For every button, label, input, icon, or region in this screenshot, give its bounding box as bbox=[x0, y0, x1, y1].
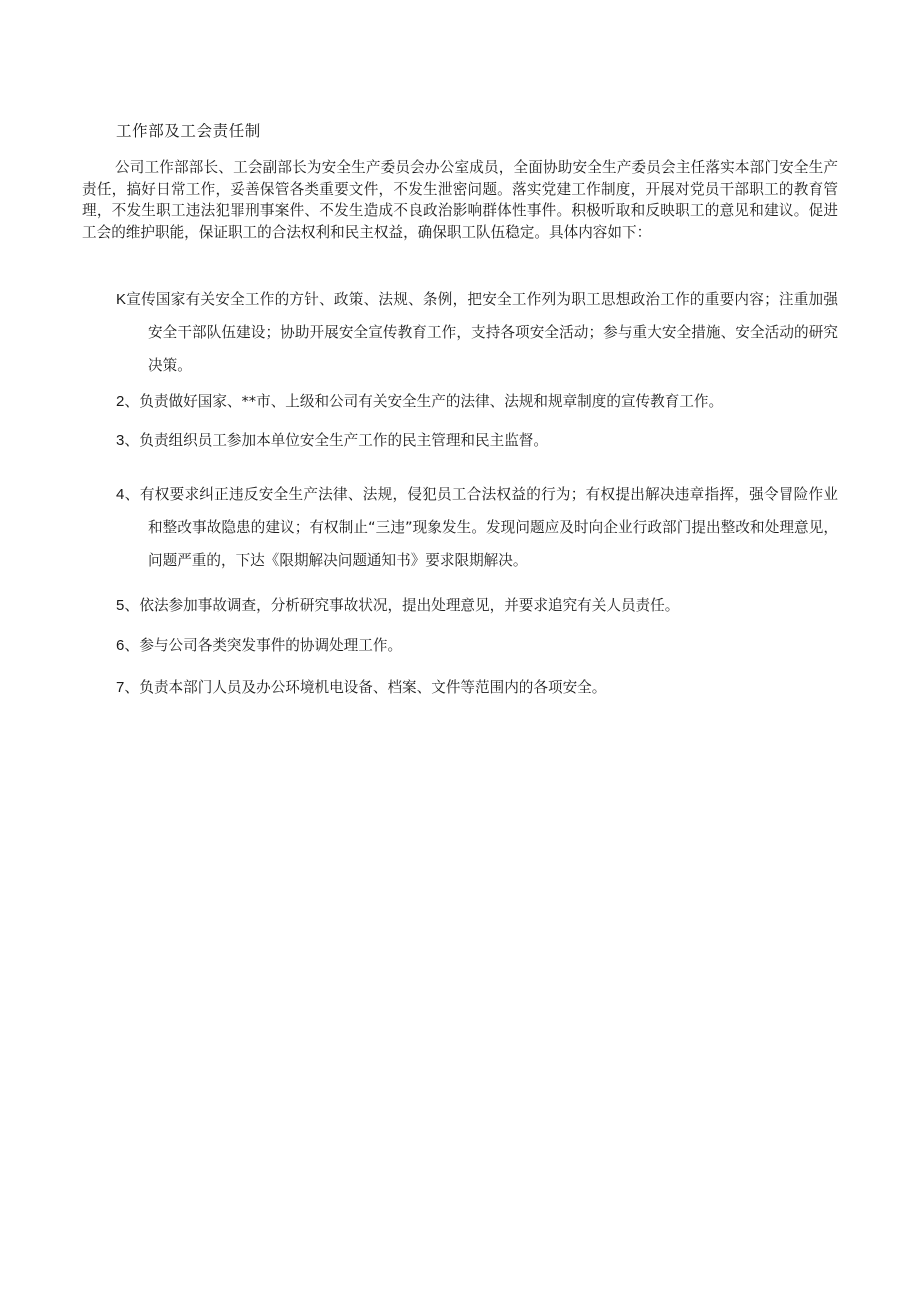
list-item-4 bbox=[116, 478, 838, 577]
list-item-5 bbox=[116, 595, 838, 617]
list-item-text: 负责做好国家、**市、上级和公司有关安全生产的法律、法规和规章制度的宣传教育工作。 bbox=[139, 393, 724, 410]
document-title: 工作部及工会责任制 bbox=[116, 122, 261, 140]
list-item-marker: 5、 bbox=[116, 597, 140, 614]
list-item-text: 负责本部门人员及办公环境机电设备、档案、文件等范围内的各项安全。 bbox=[139, 679, 607, 696]
list-item-text: 宣传国家有关安全工作的方针、政策、法规、条例，把安全工作列为职工思想政治工作的重要内容；注重加强安全干部队伍建设；协助开展安全宣传教育工作，支持各项安全活动；参与重大安全措施、安全活动的研究决策。 bbox=[126, 291, 838, 374]
list-item-1 bbox=[116, 283, 838, 382]
list-item-marker: 2、 bbox=[116, 393, 140, 410]
list-item-marker: 4、 bbox=[116, 486, 140, 503]
list-item-marker: K bbox=[116, 291, 127, 308]
list-item-7 bbox=[116, 677, 838, 699]
list-item-6 bbox=[116, 635, 838, 657]
list-item-text: 参与公司各类突发事件的协调处理工作。 bbox=[139, 637, 403, 654]
list-item-3 bbox=[116, 430, 838, 452]
list-item-text: 有权要求纠正违反安全生产法律、法规，侵犯员工合法权益的行为；有权提出解决违章指挥，强令冒险作业和整改事故隐患的建议；有权制止“三违”现象发生。发现问题应及时向企业行政部门提出整改和处理意见，问题严重的，下达《限期解决问题通知书》要求限期解决。 bbox=[139, 486, 838, 569]
list-item-marker: 6、 bbox=[116, 637, 140, 654]
intro-paragraph: 公司工作部部长、工会副部长为安全生产委员会办公室成员，全面协助安全生产委员会主任落实本部门安全生产责任，搞好日常工作，妥善保管各类重要文件，不发生泄密问题。落实党建工作制度，开展对党员干部职工的教育管理，不发生职工违法犯罪刑事案件、不发生造成不良政治影响群体性事件。积极听取和反映职工的意见和建议。促进工会的维护职能，保证职工的合法权利和民主权益，确保职工队伍稳定。具体内容如下： bbox=[82, 159, 838, 241]
list-item-text: 负责组织员工参加本单位安全生产工作的民主管理和民主监督。 bbox=[139, 432, 548, 449]
list-item-marker: 3、 bbox=[116, 432, 140, 449]
list-item-text: 依法参加事故调查，分析研究事故状况，提出处理意见，并要求追究有关人员责任。 bbox=[139, 597, 680, 614]
list-item-2 bbox=[116, 391, 838, 413]
list-item-marker: 7、 bbox=[116, 679, 140, 696]
